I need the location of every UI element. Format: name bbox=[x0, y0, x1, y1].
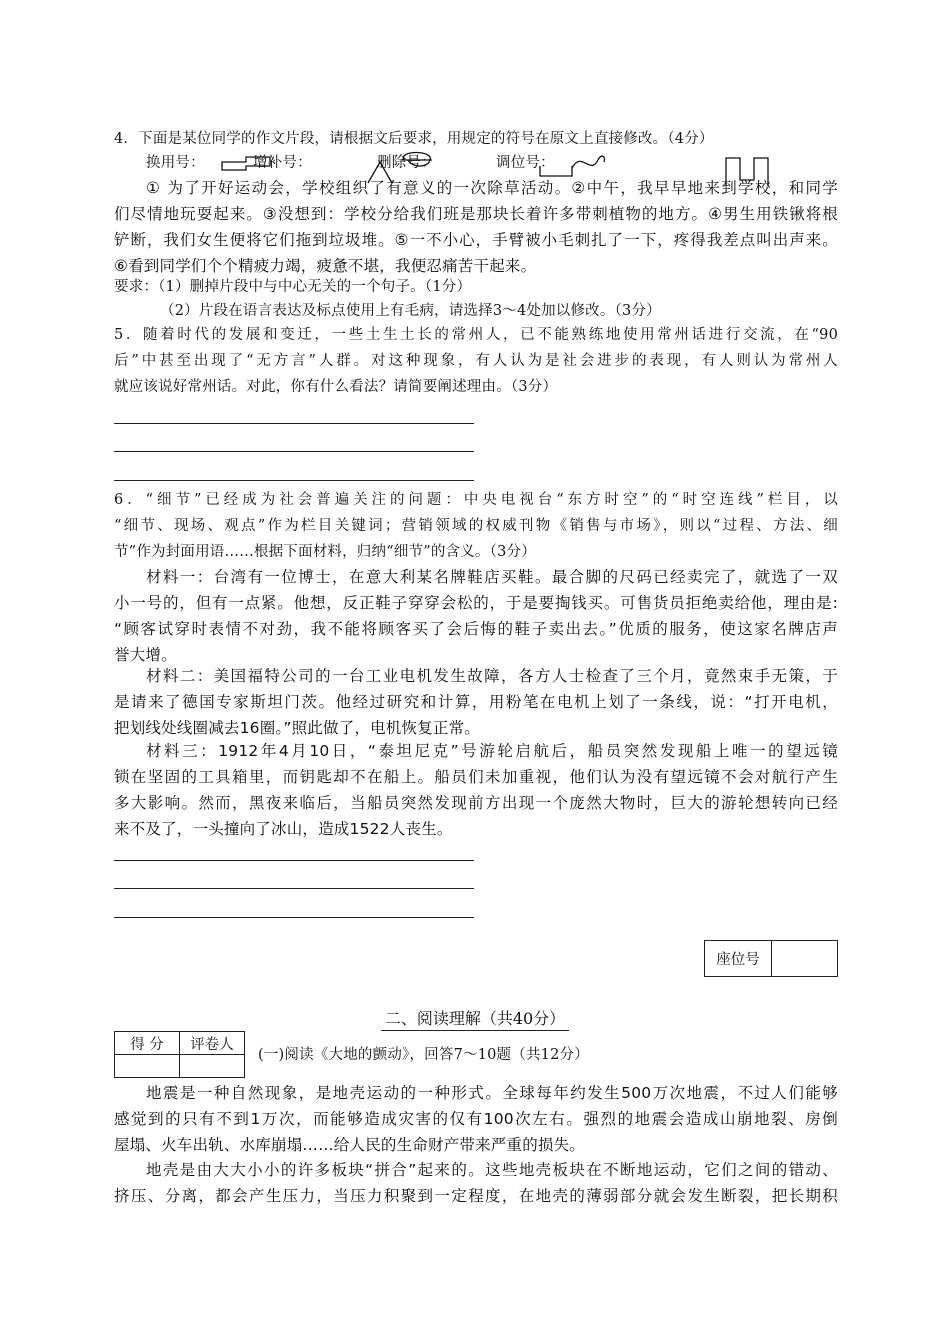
q5-line-3: 就应该说好常州话。对此，你有什么看法？请简要阐述理由。（3分） bbox=[114, 379, 558, 395]
delete-symbol-icon bbox=[402, 153, 432, 167]
material1-line-4: 誉大增。 bbox=[114, 646, 177, 664]
grader-header: 评卷人 bbox=[180, 1032, 245, 1055]
material3-line-1: 材料三：1912年4月10日，“泰坦尼克”号游轮启航后，船员突然发现船上唯一的望远镜 bbox=[146, 742, 838, 760]
para1-line-2: 感觉到的只有不到1万次，而能够造成灾害的仅有100次左右。强烈的地震会造成山崩地裂、房倒 bbox=[114, 1110, 838, 1128]
grader-cell[interactable] bbox=[180, 1055, 245, 1078]
para2-line-2: 挤压、分离，都会产生压力，当压力积聚到一定程度，在地壳的薄弱部分就会发生断裂，把长期积 bbox=[114, 1187, 838, 1205]
q4-stem: 4．下面是某位同学的作文片段，请根据文后要求，用规定的符号在原文上直接修改。（4分） bbox=[114, 131, 714, 147]
q6-line-1: 6．“细节”已经成为社会普遍关注的问题：中央电视台“东方时空”的“时空连线”栏目，以 bbox=[114, 492, 838, 508]
seat-number-box bbox=[704, 940, 838, 977]
seat-number-label: 座位号 bbox=[705, 941, 772, 976]
reading-subtitle: (一)阅读《大地的颤动》，回答7～10题（共12分） bbox=[258, 1047, 589, 1063]
score-header: 得 分 bbox=[115, 1032, 180, 1055]
q6-answer-line-3[interactable] bbox=[114, 917, 474, 918]
q5-answer-line-3[interactable] bbox=[114, 480, 474, 481]
section-title bbox=[0, 1006, 950, 1029]
q4-passage-line-2: 们尽情地玩耍起来。③没想到：学校分给我们班是那块长着许多带刺植物的地方。④男生用铁锹将根 bbox=[114, 205, 838, 223]
q4-requirement-2: （2）片段在语言表达及标点使用上有毛病，请选择3～4处加以修改。（3分） bbox=[160, 303, 661, 319]
q4-passage-line-3: 铲断，我们女生便将它们拖到垃圾堆。⑤一不小心，手臂被小毛刺扎了一下，疼得我差点叫出声来。 bbox=[114, 231, 838, 249]
q6-line-3: 节”作为封面用语……根据下面材料，归纳“细节”的含义。（3分） bbox=[114, 544, 536, 560]
score-cell[interactable] bbox=[115, 1055, 180, 1078]
material3-line-3: 多大影响。然而，黑夜来临后，当船员突然发现前方出现一个庞然大物时，巨大的游轮想转向已经 bbox=[114, 794, 838, 812]
material1-line-3: “顾客试穿时表情不对劲，我不能将顾客买了会后悔的鞋子卖出去。”优质的服务，使这家名牌店声 bbox=[114, 620, 838, 638]
material1-line-2: 小一号的，但有一点紧。他想，反正鞋子穿穿会松的，于是要掏钱买。可售货员拒绝卖给他，理由是: bbox=[114, 594, 838, 612]
q6-answer-line-2[interactable] bbox=[114, 888, 474, 889]
material2-line-2: 是请来了德国专家斯坦门茨。他经过研究和计算，用粉笔在电机上划了一条线，说：“打开电机， bbox=[114, 693, 838, 711]
q6-answer-line-1[interactable] bbox=[114, 860, 474, 861]
swap-symbol-icon bbox=[540, 156, 605, 176]
proofreading-symbols bbox=[0, 0, 950, 200]
q4-requirement-1: 要求：（1）删掉片段中与中心无关的一个句子。（1分） bbox=[114, 279, 472, 295]
q5-answer-line-2[interactable] bbox=[114, 451, 474, 452]
symbol-replace-label: 换用号： bbox=[146, 155, 205, 171]
symbol-insert-label: 增补号： bbox=[253, 155, 312, 171]
material2-line-1: 材料二：美国福特公司的一台工业电机发生故障，各方人士检查了三个月，竟然束手无策，于 bbox=[146, 667, 838, 685]
symbol-swap-label: 调位号： bbox=[496, 155, 555, 171]
para1-line-1: 地震是一种自然现象，是地壳运动的一种形式。全球每年约发生500万次地震，不过人们能够 bbox=[146, 1084, 838, 1102]
material3-line-4: 来不及了，一头撞向了冰山，造成1522人丧生。 bbox=[114, 820, 453, 838]
q5-line-1: 5．随着时代的发展和变迁，一些土生土长的常州人，已不能熟练地使用常州话进行交流，在“90 bbox=[114, 327, 838, 343]
q6-line-2: “细节、现场、观点”作为栏目关键词；营销领域的权威刊物《销售与市场》，则以“过程、方法、细 bbox=[114, 518, 838, 534]
score-table bbox=[114, 1031, 245, 1078]
para2-line-1: 地壳是由大大小小的许多板块“拼合”起来的。这些地壳板块在不断地运动，它们之间的错动、 bbox=[146, 1161, 838, 1179]
para1-line-3: 屋塌、火车出轨、水库崩塌……给人民的生命财产带来严重的损失。 bbox=[114, 1136, 586, 1154]
material3-line-2: 锁在坚固的工具箱里，而钥匙却不在船上。船员们未加重视，他们认为没有望远镜不会对航行产生 bbox=[114, 768, 838, 786]
q5-line-2: 后”中甚至出现了“无方言”人群。对这种现象，有人认为是社会进步的表现，有人则认为常州人 bbox=[114, 353, 838, 369]
q5-answer-line-1[interactable] bbox=[114, 423, 474, 424]
q4-passage-line-1: ① 为了开好运动会，学校组织了有意义的一次除草活动。②中午，我早早地来到学校，和同学 bbox=[146, 179, 838, 197]
section-title-text: 二、阅读理解（共40分） bbox=[381, 1009, 569, 1031]
seat-number-field[interactable] bbox=[772, 941, 837, 976]
replace-symbol-icon bbox=[222, 157, 270, 170]
q4-passage-line-4: ⑥看到同学们个个精疲力竭，疲惫不堪，我便忍痛苦干起来。 bbox=[114, 257, 537, 275]
symbol-delete-label: 删除号： bbox=[377, 155, 436, 171]
material1-line-1: 材料一：台湾有一位博士，在意大利某名牌鞋店买鞋。最合脚的尺码已经卖完了，就选了一双 bbox=[146, 568, 838, 586]
material2-line-3: 把划线处线圈减去16圈。”照此做了，电机恢复正常。 bbox=[114, 719, 481, 737]
